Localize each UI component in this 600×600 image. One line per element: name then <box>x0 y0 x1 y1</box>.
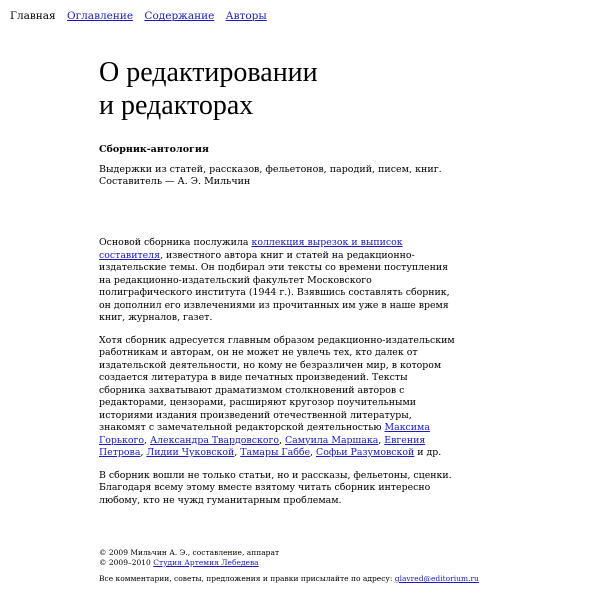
paragraph-3: В сборник вошли не только статьи, но и рассказы, фельетоны, сценки. Благодаря всему этому вместе взятому читать сборник интересно любому, кто не чужд гуманитарным проблемам. <box>99 469 452 506</box>
author-link-gabbe[interactable]: Тамары Габбе <box>240 447 311 458</box>
paragraph-2-text: Хотя сборник адресуется главным образом редакционно-издательским работникам и авторам, он не может не увлечь тех, кто далек от издательской деятельности, но кому не безразличен мир, в котором создается литература в виде печатных произведений. Тексты сборника захватывают драматизмом столкновений авторов с редакторами, цензорами, расширяют кругозор поучительными историями издания произведений отечественной литературы, знакомят с замечательной редакторской деятельностью <box>99 334 455 433</box>
author-link-marshak[interactable]: Самуила Маршака <box>285 434 379 446</box>
nav-link-contents[interactable]: Оглавление <box>67 10 134 22</box>
page-title-line-2: и редакторах <box>99 90 254 121</box>
book-description <box>99 164 459 188</box>
contact-line <box>99 574 559 584</box>
nav-link-authors[interactable]: Авторы <box>225 10 267 22</box>
nav-link-table-of-contents[interactable]: Содержание <box>144 10 215 22</box>
studio-link[interactable]: Студия Артемия Лебедева <box>153 558 259 567</box>
email-link[interactable]: glavred@editorium.ru <box>394 574 479 583</box>
author-link-gorky[interactable]: Максима Горького <box>99 422 430 446</box>
author-link-tvardovsky[interactable]: Александра Твардовского <box>150 434 280 446</box>
page-title-line-1: О редактировании <box>99 57 318 88</box>
copyright-years: © 2009–2010 <box>99 558 154 567</box>
collection-link[interactable]: коллекция вырезок и выписок составителя <box>99 237 403 261</box>
author-link-razumovskaya[interactable]: Софьи Разумовской <box>316 447 415 458</box>
description-line-1: Выдержки из статей, рассказов, фельетонов, пародий, писем, книг. <box>99 164 442 175</box>
contact-text: Все комментарии, советы, предложения и правки присылайте по адресу: <box>99 574 395 583</box>
paragraph-1-text-start: Основой сборника послужила <box>99 237 252 248</box>
nav-item-home-current: Главная <box>10 10 56 22</box>
paragraph-1 <box>99 237 455 325</box>
copyright-studio <box>99 558 559 568</box>
book-subtitle: Сборник-антология <box>99 144 209 155</box>
top-navigation <box>10 10 275 22</box>
paragraph-1-text-end: , известного автора книг и статей на редакционно-издательские темы. Он подбирал эти тексты со времени поступления на редакционно-издательский факультет Московского полиграфического института (1944 г.). Взявшись составлять сборник, он дополнил его извлечениями из прочитанных им уже в наше время книг, журналов, газет. <box>99 249 450 323</box>
page-footer <box>99 548 559 584</box>
intro-text <box>99 237 455 517</box>
page-title <box>99 56 479 122</box>
paragraph-2: Хотя сборник адресуется главным образом редакционно-издательским работникам и авторам, он не может не увлечь тех, кто далек от издательской деятельности, но кому не безразличен мир, в котором создается литература в виде печатных произведений. Тексты сборника захватывают драматизмом столкновений авторов с редакторами, цензорами, расширяют кругозор поучительными историями издания произведений отечественной литературы, знакомят с замечательной редакторской деятельностью Максима Горького, Александра Твардовского, Самуила Маршака, Евгения Петрова, Лидии Чуковской, Тамары Габбе, Софьи Разумовской и др. <box>99 334 455 458</box>
author-link-chukovskaya[interactable]: Лидии Чуковской <box>146 447 235 458</box>
copyright-compilation: © 2009 Мильчин А. Э., составление, аппарат <box>99 548 280 557</box>
paragraph-2-ending: и др. <box>414 447 442 458</box>
compiler-line: Составитель — А. Э. Мильчин <box>99 176 251 187</box>
author-link-petrov[interactable]: Евгения Петрова <box>99 434 426 458</box>
